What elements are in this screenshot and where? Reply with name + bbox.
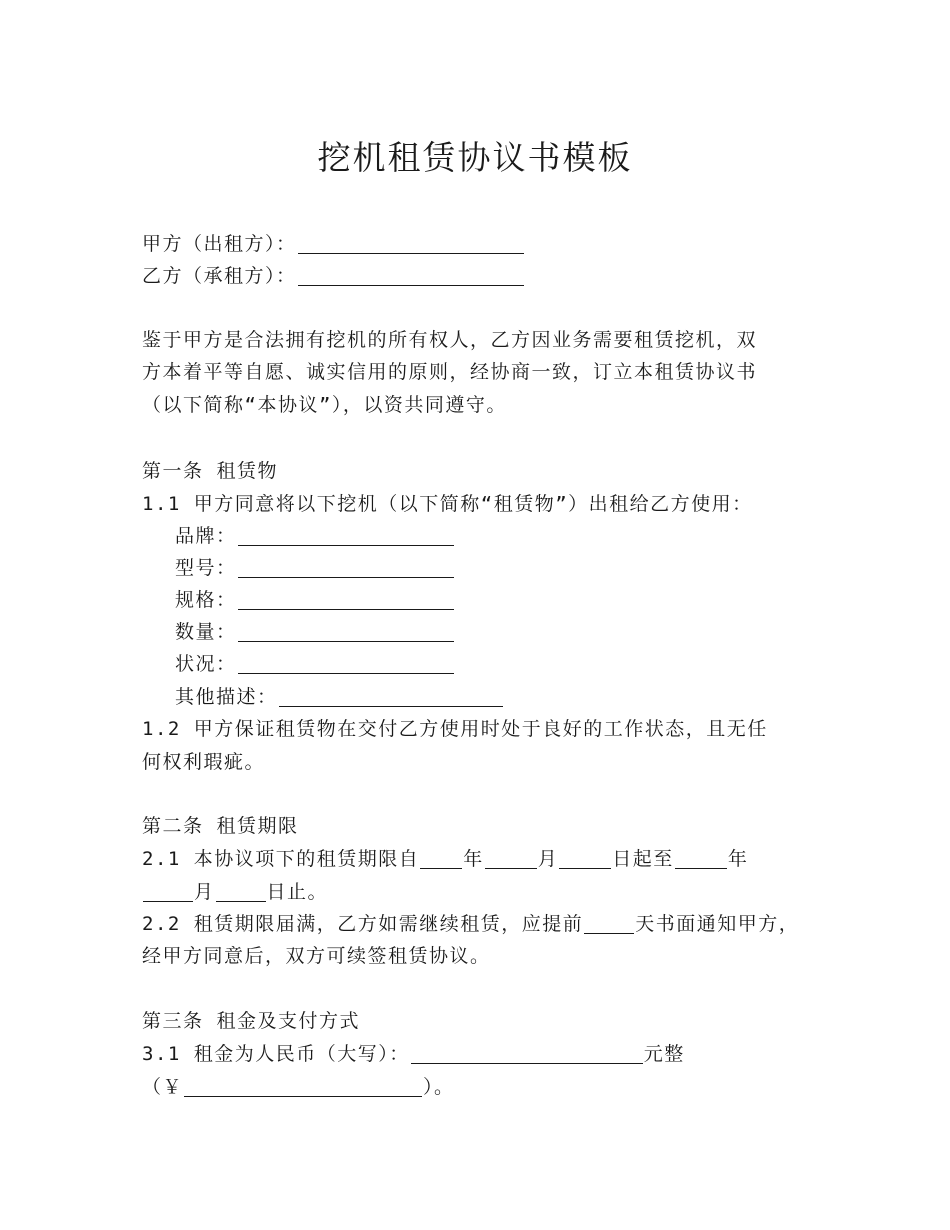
model-line xyxy=(175,552,455,584)
quantity-label: 数量： xyxy=(175,621,237,643)
rent-numeric-open: （￥ xyxy=(142,1076,184,1098)
rent-amount-number-blank[interactable] xyxy=(184,1076,422,1097)
clause-2-2-tail: 天书面通知甲方， xyxy=(635,913,800,935)
quantity-blank[interactable] xyxy=(238,621,454,642)
notice-days-blank[interactable] xyxy=(584,913,634,934)
day-from-label: 日起至 xyxy=(612,848,674,870)
spec-label: 规格： xyxy=(175,589,237,611)
clause-3-1-line-1 xyxy=(142,1038,685,1070)
brand-line xyxy=(175,520,455,552)
clause-2-2-line-1 xyxy=(142,908,799,940)
model-label: 型号： xyxy=(175,557,237,579)
clause-2-1-line-1 xyxy=(142,843,748,875)
other-line xyxy=(175,681,504,713)
start-year-blank[interactable] xyxy=(420,848,462,869)
article3-heading: 第三条 租金及支付方式 xyxy=(142,1010,360,1032)
rent-numeric-close: ）。 xyxy=(423,1076,455,1098)
rent-amount-words-blank[interactable] xyxy=(411,1043,643,1064)
lessee-label: 乙方（承租方）： xyxy=(142,265,297,287)
brand-blank[interactable] xyxy=(238,525,454,546)
document-title: 挖机租赁协议书模板 xyxy=(317,138,633,177)
start-day-blank[interactable] xyxy=(559,848,611,869)
year-label-2: 年 xyxy=(727,848,749,870)
clause-2-1-line-2 xyxy=(142,876,328,908)
lessor-blank[interactable] xyxy=(298,233,524,254)
day-end-label: 日止。 xyxy=(266,881,329,903)
model-blank[interactable] xyxy=(238,557,454,578)
clause-1-2-line-2: 何权利瑕疵。 xyxy=(142,751,266,773)
other-label: 其他描述： xyxy=(175,686,278,708)
other-blank[interactable] xyxy=(279,686,503,707)
article1-heading: 第一条 租赁物 xyxy=(142,460,278,482)
condition-blank[interactable] xyxy=(238,653,454,674)
brand-label: 品牌： xyxy=(175,525,237,547)
lessor-label: 甲方（出租方）： xyxy=(142,233,297,255)
condition-line xyxy=(175,648,455,680)
clause-1-2-line-1: 1.2 甲方保证租赁物在交付乙方使用时处于良好的工作状态，且无任 xyxy=(142,718,768,740)
preamble-line-3: （以下简称“本协议”），以资共同遵守。 xyxy=(142,394,507,416)
quantity-line xyxy=(175,616,455,648)
preamble-line-2: 方本着平等自愿、诚实信用的原则，经协商一致，订立本租赁协议书 xyxy=(142,361,758,383)
clause-3-1-line-2 xyxy=(142,1071,455,1103)
month-label-2: 月 xyxy=(194,881,215,903)
start-month-blank[interactable] xyxy=(485,848,537,869)
preamble-line-1: 鉴于甲方是合法拥有挖机的所有权人，乙方因业务需要租赁挖机，双 xyxy=(142,329,758,351)
year-label: 年 xyxy=(463,848,484,870)
end-day-blank[interactable] xyxy=(216,881,266,902)
article2-heading: 第二条 租赁期限 xyxy=(142,815,299,837)
condition-label: 状况： xyxy=(175,653,237,675)
end-month-blank[interactable] xyxy=(143,881,193,902)
end-year-blank[interactable] xyxy=(675,848,727,869)
lessor-line xyxy=(142,228,525,260)
clause-1-1: 1.1 甲方同意将以下挖机（以下简称“租赁物”）出租给乙方使用： xyxy=(142,493,753,515)
clause-2-1-lead: 2.1 本协议项下的租赁期限自 xyxy=(142,848,420,870)
clause-2-2-lead: 2.2 租赁期限届满，乙方如需继续租赁，应提前 xyxy=(142,913,584,935)
clause-2-2-line-2: 经甲方同意后，双方可续签租赁协议。 xyxy=(142,945,491,967)
lessee-line xyxy=(142,260,525,292)
spec-line xyxy=(175,584,455,616)
lessee-blank[interactable] xyxy=(298,265,524,286)
clause-3-1-lead: 3.1 租金为人民币（大写）： xyxy=(142,1043,410,1065)
month-label: 月 xyxy=(537,848,559,870)
spec-blank[interactable] xyxy=(238,589,454,610)
rent-unit-label: 元整 xyxy=(643,1043,685,1065)
